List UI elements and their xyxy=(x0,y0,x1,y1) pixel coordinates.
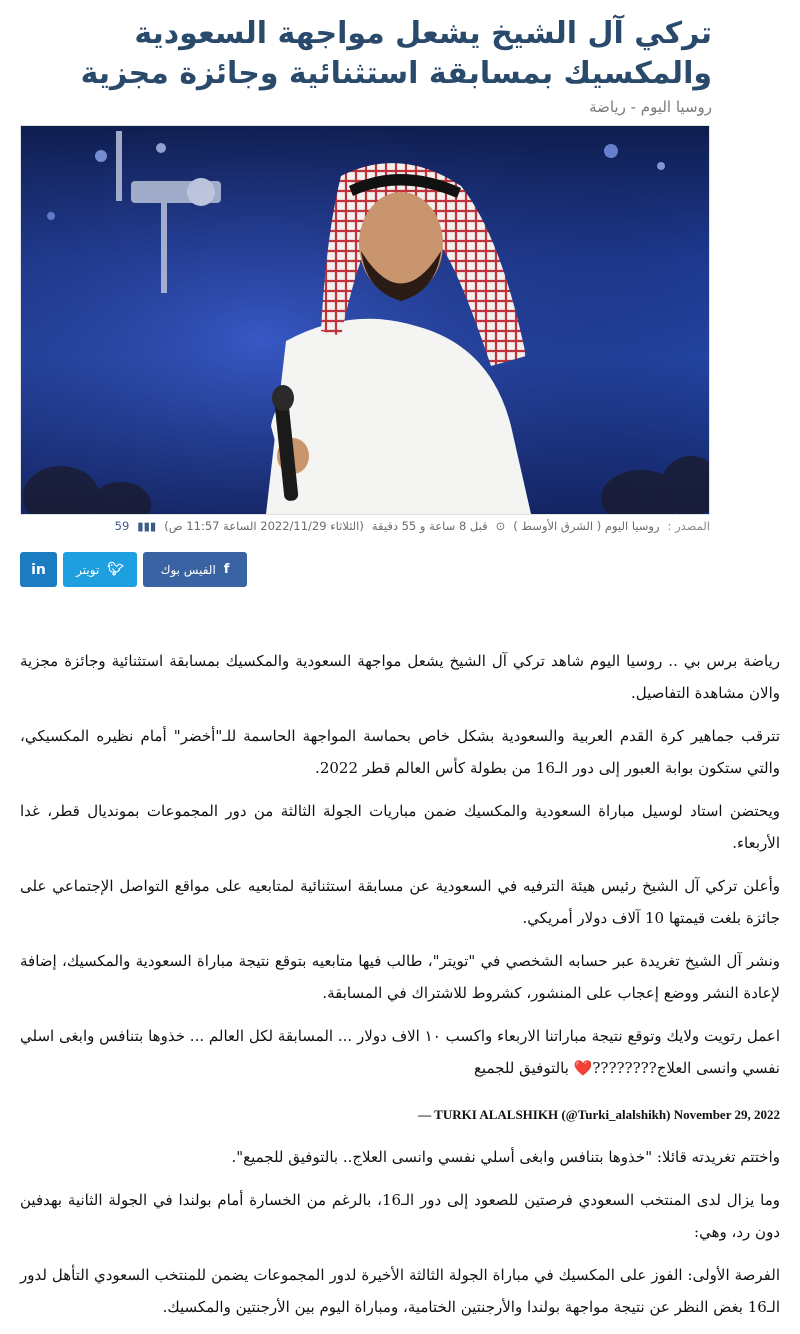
share-twitter-label: تويتر xyxy=(76,562,100,577)
share-twitter-button[interactable] xyxy=(63,552,137,587)
share-linkedin-button[interactable] xyxy=(20,552,57,587)
heart-icon: ❤️ xyxy=(573,1059,593,1077)
twitter-icon: 🐦︎ xyxy=(107,562,124,577)
article-paragraph: وما يزال لدى المنتخب السعودي فرصتين للصعود إلى دور الـ16، بالرغم من الخسارة أمام بولندا في الجولة الثانية بهدفين دون رد، وهي: xyxy=(20,1191,780,1241)
meta-time-ago: قبل 8 ساعة و 55 دقيقة xyxy=(371,519,488,533)
article-body xyxy=(20,645,780,1334)
meta-date: (الثلاثاء 2022/11/29 الساعة 11:57 ص) xyxy=(164,519,364,533)
facebook-icon: f xyxy=(223,562,230,577)
article-paragraph: الفرصة الأولى: الفوز على المكسيك في مباراة الجولة الثالثة الأخيرة لدور المجموعات يضمن للمنتخب السعودي التأهل لدور الـ16 بغض النظر عن نتيجة مواجهة بولندا والأرجنتين الختامية، ومباراة اليوم بين الأرجنتين والمكسيك. xyxy=(20,1266,780,1316)
embedded-tweet xyxy=(20,1020,780,1084)
tweet-ending: بالتوفيق للجميع xyxy=(473,1059,569,1077)
article-paragraph: ونشر آل الشيخ تغريدة عبر حسابه الشخصي في "تويتر"، طالب فيها متابعيه بتوقع نتيجة مباراة السعودية والمكسيك، إضافة لإعادة النشر ووضع إعجاب على المنشور، كشروط للاشتراك في المسابقة. xyxy=(20,952,780,1002)
article-title: تركي آل الشيخ يشعل مواجهة السعودية والمكسيك بمسابقة استثنائية وجائزة مجزية xyxy=(80,16,712,91)
article-paragraph: ويحتضن استاد لوسيل مباراة السعودية والمكسيك ضمن مباريات الجولة الثالثة من دور المجموعات بمونديال قطر، غدا الأربعاء. xyxy=(20,802,780,852)
article-paragraph: رياضة برس بي .. روسيا اليوم شاهد تركي آل الشيخ يشعل مواجهة السعودية والمكسيك بمسابقة استثنائية وجائزة مجزية والان مشاهدة التفاصيل. xyxy=(20,652,780,702)
article-paragraph: تترقب جماهير كرة القدم العربية والسعودية بشكل خاص بحماسة المواجهة الحاسمة للـ"أخضر" أمام نظيره المكسيكي، والتي ستكون بوابة العبور إلى دور الـ16 من بطولة كأس العالم قطر 2022. xyxy=(20,727,780,777)
share-bar xyxy=(20,552,247,587)
article-paragraph: واختتم تغريدته قائلا: "خذوها بتنافس وابغى أسلي نفسي وانسى العلاج.. بالتوفيق للجميع". xyxy=(231,1148,780,1166)
clock-icon: ⊙ xyxy=(495,519,506,533)
tweet-signature[interactable]: — TURKI ALALSHIKH (@Turki_alalshikh) November 29, 2022 xyxy=(418,1107,780,1122)
article-paragraph: وأعلن تركي آل الشيخ رئيس هيئة الترفيه في السعودية عن مسابقة استثنائية لمتابعيه على مواقع التواصل الإجتماعي على جائزة بلغت قيمتها 10 آلاف دولار أمريكي. xyxy=(20,877,780,927)
linkedin-icon: in xyxy=(31,561,46,578)
share-facebook-label: الفيس بوك xyxy=(160,562,216,577)
views-count-icon: ▮▮▮ xyxy=(137,519,157,533)
meta-source-label: المصدر : xyxy=(667,519,710,533)
source-category[interactable]: روسيا اليوم - رياضة xyxy=(589,98,712,116)
meta-views: 59 xyxy=(114,519,130,533)
article-meta xyxy=(20,519,710,533)
hero-image xyxy=(20,125,710,515)
meta-source[interactable]: روسيا اليوم ( الشرق الأوسط ) xyxy=(513,519,660,533)
share-facebook-button[interactable] xyxy=(143,552,247,587)
hero-photo-illustration xyxy=(21,126,709,514)
tweet-text: اعمل رتويت ولايك وتوقع نتيجة مباراتنا الاربعاء واكسب ١٠ الاف دولار ... المسابقة لكل العالم ... خذوها بتنافس وابغى اسلي نفسي وانسى العلاج???????? xyxy=(20,1027,780,1077)
